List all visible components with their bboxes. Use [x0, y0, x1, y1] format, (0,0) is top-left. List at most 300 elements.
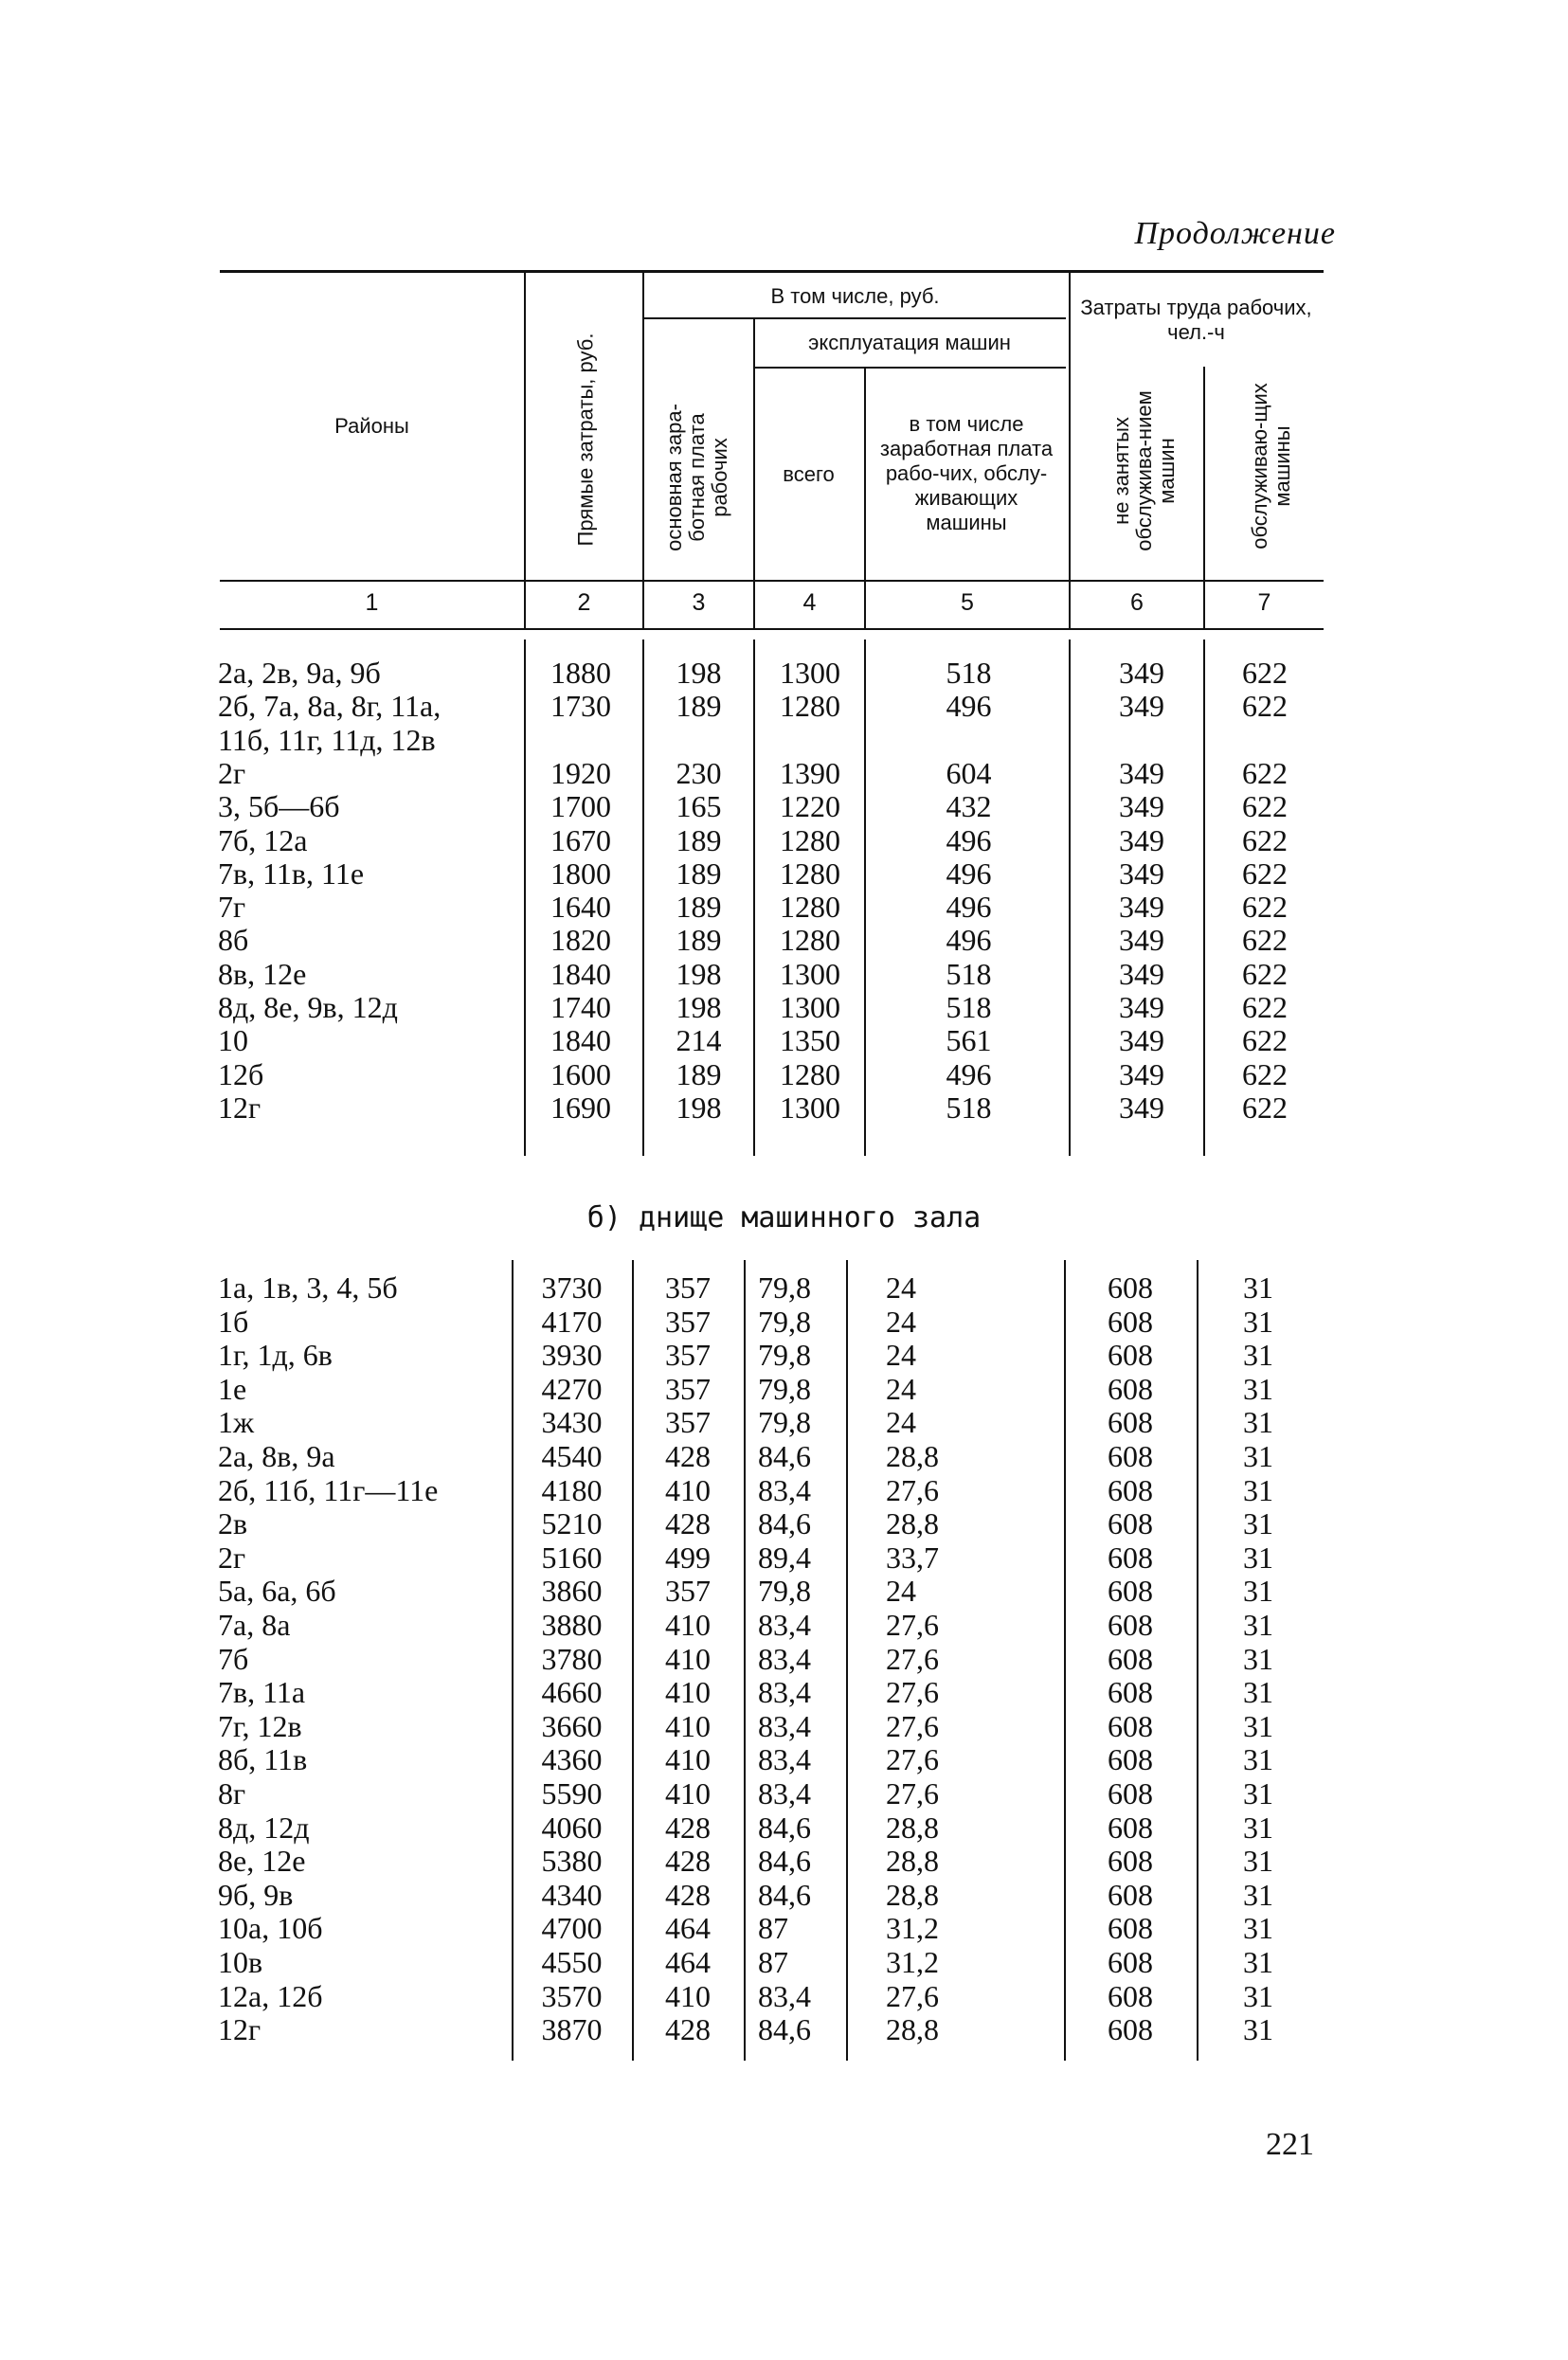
table-row	[0, 1339, 1568, 1372]
value-cell: 496	[946, 1056, 992, 1091]
value-cell: 5590	[541, 1776, 603, 1811]
table-row	[0, 1946, 1568, 1979]
col-number-2: 2	[577, 589, 591, 616]
value-cell: 1640	[550, 890, 611, 925]
value-cell: 3430	[541, 1405, 603, 1440]
value-cell: 608	[1108, 1641, 1153, 1676]
region-cell: 1г, 1д, 6в	[218, 1338, 333, 1373]
table-row	[0, 1091, 1568, 1125]
value-cell: 31	[1243, 1776, 1273, 1811]
value-cell: 410	[665, 1742, 711, 1777]
value-cell: 1220	[780, 789, 840, 824]
value-cell: 622	[1242, 689, 1288, 724]
value-cell: 496	[946, 822, 992, 857]
table-row	[0, 924, 1568, 957]
region-cell: 12б	[218, 1056, 264, 1091]
table-row	[0, 657, 1568, 690]
value-cell: 622	[1242, 990, 1288, 1024]
value-cell: 24	[886, 1338, 916, 1373]
value-cell: 622	[1242, 890, 1288, 925]
region-cell: 10в	[218, 1945, 263, 1979]
table-row	[0, 1710, 1568, 1743]
header-direct-costs: Прямые затраты, руб.	[573, 333, 598, 547]
value-cell: 1300	[780, 990, 840, 1024]
value-cell: 83,4	[758, 1641, 811, 1676]
value-cell: 496	[946, 890, 992, 925]
value-cell: 518	[946, 990, 992, 1024]
value-cell: 31	[1243, 1945, 1273, 1979]
value-cell: 84,6	[758, 1506, 811, 1541]
value-cell: 31	[1243, 1304, 1273, 1339]
value-cell: 349	[1119, 856, 1164, 891]
value-cell: 27,6	[886, 1608, 939, 1642]
value-cell: 189	[676, 856, 722, 891]
value-cell: 31	[1243, 1506, 1273, 1541]
value-cell: 31	[1243, 1641, 1273, 1676]
value-cell: 79,8	[758, 1270, 811, 1305]
value-cell: 410	[665, 1472, 711, 1507]
value-cell: 4170	[541, 1304, 603, 1339]
value-cell: 3660	[541, 1708, 603, 1743]
region-cell: 3, 5б—6б	[218, 789, 340, 824]
value-cell: 608	[1108, 1472, 1153, 1507]
value-cell: 518	[946, 956, 992, 991]
value-cell: 4700	[541, 1911, 603, 1946]
table-row	[0, 1777, 1568, 1811]
value-cell: 499	[665, 1540, 711, 1575]
value-cell: 79,8	[758, 1338, 811, 1373]
value-cell: 31	[1243, 1439, 1273, 1473]
header-regions: Районы	[334, 413, 409, 438]
value-cell: 464	[665, 1945, 711, 1979]
header-including: В том числе, руб.	[770, 283, 940, 308]
value-cell: 31	[1243, 1742, 1273, 1777]
value-cell: 4540	[541, 1439, 603, 1473]
table-row	[0, 891, 1568, 924]
value-cell: 1280	[780, 890, 840, 925]
value-cell: 410	[665, 1641, 711, 1676]
region-cell: 8б, 11в	[218, 1742, 308, 1777]
value-cell: 84,6	[758, 1810, 811, 1845]
value-cell: 608	[1108, 1978, 1153, 2013]
table-row	[0, 1743, 1568, 1776]
value-cell: 1390	[780, 755, 840, 790]
table-row	[0, 2013, 1568, 2046]
table-row	[0, 1058, 1568, 1091]
value-cell: 83,4	[758, 1776, 811, 1811]
value-cell: 3880	[541, 1608, 603, 1642]
value-cell: 27,6	[886, 1978, 939, 2013]
value-cell: 357	[665, 1270, 711, 1305]
region-cell: 12г	[218, 2012, 261, 2047]
table-row	[0, 724, 1568, 757]
value-cell: 28,8	[886, 1439, 939, 1473]
region-cell: 11б, 11г, 11д, 12в	[218, 722, 436, 757]
value-cell: 1800	[550, 856, 611, 891]
value-cell: 31,2	[886, 1911, 939, 1946]
value-cell: 608	[1108, 1405, 1153, 1440]
value-cell: 357	[665, 1405, 711, 1440]
value-cell: 608	[1108, 2012, 1153, 2047]
value-cell: 4550	[541, 1945, 603, 1979]
value-cell: 349	[1119, 1090, 1164, 1125]
value-cell: 31,2	[886, 1945, 939, 1979]
value-cell: 357	[665, 1304, 711, 1339]
value-cell: 198	[676, 656, 722, 690]
value-cell: 410	[665, 1776, 711, 1811]
region-cell: 8д, 8е, 9в, 12д	[218, 990, 398, 1024]
header-incl-wage: в том числе заработная плата рабо-чих, обслу-живающих машины	[879, 412, 1054, 534]
value-cell: 83,4	[758, 1608, 811, 1642]
value-cell: 79,8	[758, 1371, 811, 1406]
value-cell: 31	[1243, 1877, 1273, 1912]
value-cell: 622	[1242, 656, 1288, 690]
value-cell: 1740	[550, 990, 611, 1024]
table-row	[0, 1811, 1568, 1845]
value-cell: 24	[886, 1270, 916, 1305]
value-cell: 349	[1119, 1023, 1164, 1058]
region-cell: 8е, 12е	[218, 1844, 306, 1879]
value-cell: 27,6	[886, 1675, 939, 1710]
value-cell: 79,8	[758, 1405, 811, 1440]
value-cell: 24	[886, 1574, 916, 1609]
value-cell: 608	[1108, 1675, 1153, 1710]
value-cell: 1280	[780, 689, 840, 724]
value-cell: 31	[1243, 1708, 1273, 1743]
value-cell: 31	[1243, 1338, 1273, 1373]
value-cell: 87	[758, 1945, 788, 1979]
value-cell: 5380	[541, 1844, 603, 1879]
value-cell: 31	[1243, 1911, 1273, 1946]
value-cell: 5210	[541, 1506, 603, 1541]
value-cell: 349	[1119, 923, 1164, 958]
value-cell: 1600	[550, 1056, 611, 1091]
col-number-6: 6	[1130, 589, 1144, 616]
value-cell: 1840	[550, 956, 611, 991]
value-cell: 622	[1242, 856, 1288, 891]
value-cell: 4360	[541, 1742, 603, 1777]
value-cell: 608	[1108, 1708, 1153, 1743]
table-row	[0, 1643, 1568, 1676]
region-cell: 2а, 8в, 9а	[218, 1439, 335, 1473]
table-row	[0, 991, 1568, 1024]
value-cell: 349	[1119, 789, 1164, 824]
value-cell: 349	[1119, 755, 1164, 790]
region-cell: 2г	[218, 1540, 246, 1575]
value-cell: 1300	[780, 656, 840, 690]
region-cell: 2г	[218, 755, 246, 790]
value-cell: 608	[1108, 1371, 1153, 1406]
col-number-7: 7	[1257, 589, 1271, 616]
value-cell: 31	[1243, 1608, 1273, 1642]
value-cell: 31	[1243, 1405, 1273, 1440]
region-cell: 7б	[218, 1641, 249, 1676]
value-cell: 428	[665, 1810, 711, 1845]
region-cell: 8д, 12д	[218, 1810, 310, 1845]
table-row	[0, 1373, 1568, 1406]
value-cell: 608	[1108, 1911, 1153, 1946]
value-cell: 1300	[780, 956, 840, 991]
value-cell: 608	[1108, 1608, 1153, 1642]
value-cell: 349	[1119, 656, 1164, 690]
value-cell: 31	[1243, 1270, 1273, 1305]
region-cell: 5а, 6а, 6б	[218, 1574, 336, 1609]
value-cell: 357	[665, 1574, 711, 1609]
value-cell: 428	[665, 1844, 711, 1879]
table-row	[0, 790, 1568, 823]
table-row	[0, 857, 1568, 891]
value-cell: 357	[665, 1338, 711, 1373]
value-cell: 28,8	[886, 1810, 939, 1845]
value-cell: 1280	[780, 822, 840, 857]
value-cell: 84,6	[758, 1877, 811, 1912]
value-cell: 84,6	[758, 1844, 811, 1879]
value-cell: 198	[676, 1090, 722, 1125]
value-cell: 4340	[541, 1877, 603, 1912]
value-cell: 622	[1242, 822, 1288, 857]
region-cell: 7а, 8а	[218, 1608, 291, 1642]
value-cell: 1690	[550, 1090, 611, 1125]
value-cell: 3570	[541, 1978, 603, 2013]
value-cell: 27,6	[886, 1641, 939, 1676]
table-row	[0, 1879, 1568, 1912]
value-cell: 28,8	[886, 2012, 939, 2047]
col-number-3: 3	[692, 589, 706, 616]
region-cell: 10а, 10б	[218, 1911, 323, 1946]
region-cell: 7в, 11в, 11е	[218, 856, 365, 891]
col-number-1: 1	[365, 589, 379, 616]
table-row	[0, 1440, 1568, 1473]
value-cell: 608	[1108, 1540, 1153, 1575]
table-row	[0, 1845, 1568, 1878]
region-cell: 12а, 12б	[218, 1978, 323, 2013]
value-cell: 349	[1119, 990, 1164, 1024]
value-cell: 27,6	[886, 1742, 939, 1777]
value-cell: 349	[1119, 822, 1164, 857]
value-cell: 165	[676, 789, 722, 824]
value-cell: 608	[1108, 1776, 1153, 1811]
region-cell: 2б, 7а, 8а, 8г, 11а,	[218, 689, 442, 724]
value-cell: 5160	[541, 1540, 603, 1575]
value-cell: 1730	[550, 689, 611, 724]
col-number-5: 5	[961, 589, 974, 616]
table-row	[0, 1474, 1568, 1507]
value-cell: 608	[1108, 1439, 1153, 1473]
value-cell: 189	[676, 689, 722, 724]
value-cell: 189	[676, 1056, 722, 1091]
vrule-1	[524, 272, 526, 630]
value-cell: 28,8	[886, 1877, 939, 1912]
value-cell: 1920	[550, 755, 611, 790]
value-cell: 432	[946, 789, 992, 824]
value-cell: 496	[946, 923, 992, 958]
value-cell: 1280	[780, 856, 840, 891]
value-cell: 33,7	[886, 1540, 939, 1575]
value-cell: 31	[1243, 1978, 1273, 2013]
value-cell: 214	[676, 1023, 722, 1058]
value-cell: 83,4	[758, 1675, 811, 1710]
value-cell: 1880	[550, 656, 611, 690]
table-row	[0, 690, 1568, 723]
region-cell: 8г	[218, 1776, 246, 1811]
value-cell: 24	[886, 1371, 916, 1406]
section-b-title: б) днище машинного зала	[586, 1201, 982, 1234]
value-cell: 189	[676, 923, 722, 958]
value-cell: 27,6	[886, 1708, 939, 1743]
region-cell: 1ж	[218, 1405, 255, 1440]
value-cell: 198	[676, 956, 722, 991]
value-cell: 410	[665, 1708, 711, 1743]
value-cell: 24	[886, 1304, 916, 1339]
value-cell: 1840	[550, 1023, 611, 1058]
header-serving: обслуживаю-щих машины	[1248, 383, 1294, 549]
value-cell: 357	[665, 1371, 711, 1406]
value-cell: 410	[665, 1608, 711, 1642]
value-cell: 608	[1108, 1810, 1153, 1845]
value-cell: 189	[676, 890, 722, 925]
value-cell: 608	[1108, 1742, 1153, 1777]
value-cell: 428	[665, 1439, 711, 1473]
value-cell: 561	[946, 1023, 992, 1058]
value-cell: 428	[665, 1877, 711, 1912]
value-cell: 31	[1243, 1675, 1273, 1710]
region-cell: 2в	[218, 1506, 248, 1541]
table-row	[0, 757, 1568, 790]
value-cell: 79,8	[758, 1574, 811, 1609]
value-cell: 496	[946, 689, 992, 724]
value-cell: 1280	[780, 1056, 840, 1091]
value-cell: 518	[946, 1090, 992, 1125]
value-cell: 410	[665, 1978, 711, 2013]
region-cell: 9б, 9в	[218, 1877, 294, 1912]
value-cell: 3730	[541, 1270, 603, 1305]
table-row	[0, 1676, 1568, 1709]
value-cell: 1300	[780, 1090, 840, 1125]
header-not-serving: не занятых обслужива-нием машин	[1109, 390, 1179, 551]
value-cell: 622	[1242, 755, 1288, 790]
value-cell: 428	[665, 2012, 711, 2047]
value-cell: 31	[1243, 1810, 1273, 1845]
value-cell: 79,8	[758, 1304, 811, 1339]
value-cell: 349	[1119, 890, 1164, 925]
region-cell: 1а, 1в, 3, 4, 5б	[218, 1270, 398, 1305]
value-cell: 27,6	[886, 1776, 939, 1811]
value-cell: 83,4	[758, 1978, 811, 2013]
table-row	[0, 1406, 1568, 1439]
table-row	[0, 824, 1568, 857]
rule-col-numbers	[220, 628, 1324, 630]
region-cell: 7в, 11а	[218, 1675, 306, 1710]
value-cell: 4180	[541, 1472, 603, 1507]
value-cell: 83,4	[758, 1472, 811, 1507]
value-cell: 87	[758, 1911, 788, 1946]
region-cell: 8б	[218, 923, 249, 958]
value-cell: 4060	[541, 1810, 603, 1845]
value-cell: 28,8	[886, 1506, 939, 1541]
table-row	[0, 958, 1568, 991]
rule-header-bottom	[220, 580, 1324, 582]
value-cell: 31	[1243, 2012, 1273, 2047]
value-cell: 608	[1108, 1304, 1153, 1339]
header-base-wage: основная зара-ботная плата рабочих	[662, 404, 731, 551]
value-cell: 3860	[541, 1574, 603, 1609]
value-cell: 3780	[541, 1641, 603, 1676]
value-cell: 608	[1108, 1844, 1153, 1879]
header-labor: Затраты труда рабочих, чел.-ч	[1080, 295, 1312, 344]
table-row	[0, 1306, 1568, 1339]
value-cell: 31	[1243, 1844, 1273, 1879]
value-cell: 622	[1242, 1090, 1288, 1125]
value-cell: 1670	[550, 822, 611, 857]
value-cell: 1280	[780, 923, 840, 958]
value-cell: 410	[665, 1675, 711, 1710]
value-cell: 31	[1243, 1472, 1273, 1507]
value-cell: 84,6	[758, 1439, 811, 1473]
value-cell: 1350	[780, 1023, 840, 1058]
value-cell: 31	[1243, 1540, 1273, 1575]
value-cell: 608	[1108, 1506, 1153, 1541]
region-cell: 10	[218, 1023, 248, 1058]
value-cell: 608	[1108, 1338, 1153, 1373]
value-cell: 198	[676, 990, 722, 1024]
value-cell: 230	[676, 755, 722, 790]
table-row	[0, 1271, 1568, 1305]
vrule-2	[642, 272, 644, 630]
value-cell: 464	[665, 1911, 711, 1946]
value-cell: 608	[1108, 1574, 1153, 1609]
page-number: 221	[1266, 2127, 1314, 2162]
value-cell: 1700	[550, 789, 611, 824]
continuation-label: Продолжение	[1134, 216, 1336, 251]
table-row	[0, 1609, 1568, 1642]
region-cell: 2б, 11б, 11г—11е	[218, 1472, 439, 1507]
value-cell: 4270	[541, 1371, 603, 1406]
table-row	[0, 1541, 1568, 1575]
vrule-5	[1069, 272, 1071, 630]
value-cell: 608	[1108, 1877, 1153, 1912]
value-cell: 622	[1242, 923, 1288, 958]
table-row	[0, 1912, 1568, 1945]
value-cell: 27,6	[886, 1472, 939, 1507]
region-cell: 12г	[218, 1090, 261, 1125]
value-cell: 28,8	[886, 1844, 939, 1879]
value-cell: 622	[1242, 789, 1288, 824]
region-cell: 7г, 12в	[218, 1708, 302, 1743]
table-row	[0, 1507, 1568, 1540]
value-cell: 31	[1243, 1371, 1273, 1406]
header-total: всего	[783, 461, 835, 486]
region-cell: 7г	[218, 890, 246, 925]
table-row	[0, 1024, 1568, 1057]
value-cell: 349	[1119, 956, 1164, 991]
value-cell: 84,6	[758, 2012, 811, 2047]
value-cell: 622	[1242, 956, 1288, 991]
table-row	[0, 1575, 1568, 1608]
value-cell: 604	[946, 755, 992, 790]
region-cell: 1е	[218, 1371, 247, 1406]
value-cell: 189	[676, 822, 722, 857]
table-row	[0, 1980, 1568, 2013]
value-cell: 83,4	[758, 1708, 811, 1743]
value-cell: 428	[665, 1506, 711, 1541]
col-number-4: 4	[802, 589, 817, 616]
value-cell: 349	[1119, 1056, 1164, 1091]
value-cell: 608	[1108, 1270, 1153, 1305]
value-cell: 3930	[541, 1338, 603, 1373]
value-cell: 608	[1108, 1945, 1153, 1979]
value-cell: 622	[1242, 1023, 1288, 1058]
value-cell: 3870	[541, 2012, 603, 2047]
